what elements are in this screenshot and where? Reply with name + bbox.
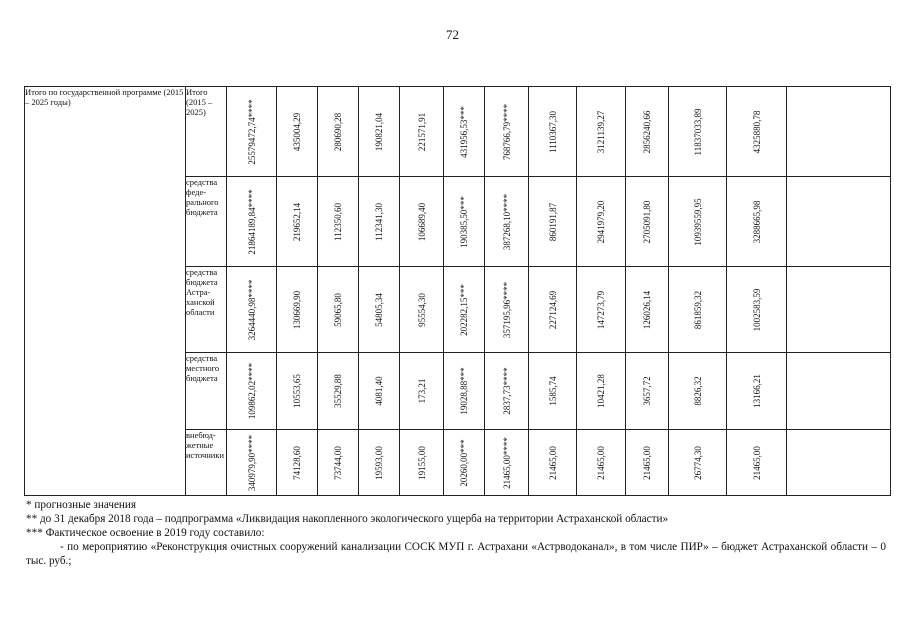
value-text: 190821,04 — [374, 112, 384, 151]
footnote-actual-2019: *** Фактическое освоение в 2019 году составило: — [26, 527, 265, 539]
value-text: 74128,60 — [292, 445, 302, 480]
value-text: 147273,79 — [596, 290, 606, 329]
value-cell — [669, 87, 727, 177]
value-text: 3288665,98 — [751, 200, 762, 243]
value-text: 21465,00 — [642, 445, 652, 480]
value-cell — [626, 177, 669, 267]
value-cell — [277, 430, 318, 496]
value-cell — [577, 353, 626, 430]
value-text: 3264440,98**** — [246, 279, 257, 340]
value-cell — [227, 430, 277, 496]
value-text: 3121139,27 — [596, 110, 606, 153]
value-cell — [485, 430, 529, 496]
value-cell — [400, 177, 444, 267]
value-cell — [485, 267, 529, 353]
value-cell — [577, 177, 626, 267]
value-text: 2941979,20 — [596, 200, 606, 243]
value-text: 19155,00 — [416, 445, 427, 480]
value-cell — [626, 87, 669, 177]
table-row — [25, 87, 891, 177]
value-cell — [444, 267, 485, 353]
value-cell — [359, 177, 400, 267]
value-cell — [400, 87, 444, 177]
value-cell — [727, 430, 787, 496]
value-text: 431956,53*** — [459, 105, 469, 158]
value-text: 130669,90 — [292, 290, 302, 329]
value-cell — [727, 353, 787, 430]
page-number: 72 — [446, 27, 459, 42]
value-cell — [669, 267, 727, 353]
budget-table — [24, 86, 891, 496]
value-cell — [787, 267, 891, 353]
funding-source-cell: средства феде-рального бюджета — [186, 177, 227, 267]
value-text: 10421,28 — [596, 374, 606, 408]
funding-source-cell: внебюд-жетные источники — [186, 430, 227, 496]
value-text: 1002583,59 — [751, 288, 762, 331]
value-text: 1585,74 — [547, 376, 558, 406]
footnote-forecast: * прогнозные значения — [26, 499, 137, 511]
value-text: 21465,00 — [751, 445, 762, 480]
value-text: 109862,02**** — [246, 362, 257, 420]
value-text: 21465,00**** — [501, 436, 512, 489]
value-text: 221571,91 — [416, 112, 427, 151]
value-cell — [444, 353, 485, 430]
value-cell — [318, 177, 359, 267]
value-text: 2837,73**** — [501, 367, 512, 415]
value-text: 21864189,84**** — [246, 188, 257, 255]
value-cell — [318, 353, 359, 430]
value-text: 25579472,74**** — [246, 98, 257, 165]
value-text: 387268,10**** — [501, 193, 512, 250]
value-cell — [727, 267, 787, 353]
value-text: 54805,34 — [374, 292, 384, 327]
value-text: 20260,00*** — [459, 438, 469, 487]
value-cell — [787, 87, 891, 177]
value-cell — [787, 177, 891, 267]
value-text: 190385,50*** — [459, 195, 469, 248]
value-text: 10939559,95 — [692, 197, 703, 246]
value-text: 112341,30 — [374, 202, 384, 241]
value-cell — [669, 353, 727, 430]
value-cell — [577, 87, 626, 177]
value-cell — [787, 430, 891, 496]
value-cell — [359, 430, 400, 496]
value-cell — [529, 430, 577, 496]
funding-source-cell: средства бюджета Астра-ханской области — [186, 267, 227, 353]
value-cell — [529, 177, 577, 267]
value-cell — [400, 430, 444, 496]
footnotes — [26, 498, 886, 568]
value-cell — [277, 177, 318, 267]
value-text: 126026,14 — [642, 290, 652, 329]
value-text: 280690,28 — [333, 112, 343, 151]
value-cell — [277, 267, 318, 353]
value-text: 21465,00 — [596, 445, 606, 480]
value-cell — [727, 177, 787, 267]
value-cell — [787, 353, 891, 430]
value-text: 340979,90**** — [246, 434, 257, 491]
value-text: 13166,21 — [751, 374, 762, 408]
value-text: 4081,40 — [374, 376, 384, 406]
value-text: 227124,69 — [547, 290, 558, 329]
value-cell — [227, 87, 277, 177]
value-cell — [577, 430, 626, 496]
value-cell — [626, 430, 669, 496]
value-cell — [626, 353, 669, 430]
value-cell — [577, 267, 626, 353]
value-text: 861859,32 — [692, 290, 703, 329]
value-cell — [400, 267, 444, 353]
value-cell — [227, 353, 277, 430]
value-cell — [529, 353, 577, 430]
value-text: 1110367,30 — [547, 110, 558, 153]
value-text: 2856240,66 — [642, 110, 652, 153]
value-text: 4325880,78 — [751, 110, 762, 153]
footnote-measure: - по мероприятию «Реконструкция очистных сооружений канализации СОСК МУП г. Астрахани «Астрводоканал», в том числе ПИР» – бюджет Астраханской области – 0 тыс. руб.; — [26, 541, 886, 567]
value-cell — [669, 430, 727, 496]
value-cell — [485, 177, 529, 267]
footnote-subprogram: ** до 31 декабря 2018 года – подпрограмма «Ликвидация накопленного экологического ущерба на территории Астраханской области» — [26, 513, 669, 525]
value-cell — [626, 267, 669, 353]
value-cell — [669, 177, 727, 267]
value-cell — [318, 87, 359, 177]
value-cell — [277, 353, 318, 430]
value-text: 21465,00 — [547, 445, 558, 480]
value-text: 8826,32 — [692, 376, 703, 406]
program-name-cell: Итого по государственной программе (2015 – 2025 годы) — [25, 87, 186, 496]
value-cell — [444, 177, 485, 267]
value-text: 219652,14 — [292, 202, 302, 241]
value-text: 3657,72 — [642, 376, 652, 406]
value-text: 73744,00 — [333, 445, 343, 480]
value-cell — [318, 430, 359, 496]
value-cell — [400, 353, 444, 430]
value-cell — [529, 267, 577, 353]
value-text: 2705091,80 — [642, 200, 652, 243]
value-cell — [727, 87, 787, 177]
value-text: 19028,88*** — [459, 367, 469, 415]
value-cell — [359, 353, 400, 430]
value-text: 106689,40 — [416, 202, 427, 241]
value-cell — [485, 87, 529, 177]
value-cell — [485, 353, 529, 430]
value-cell — [277, 87, 318, 177]
value-text: 35529,88 — [333, 374, 343, 408]
value-cell — [529, 87, 577, 177]
value-cell — [359, 87, 400, 177]
value-text: 435004,29 — [292, 112, 302, 151]
value-cell — [444, 430, 485, 496]
value-text: 11837033,89 — [692, 108, 703, 155]
value-cell — [444, 87, 485, 177]
value-text: 19593,00 — [374, 445, 384, 480]
value-text: 202282,15*** — [459, 283, 469, 336]
funding-source-cell: средства местного бюджета — [186, 353, 227, 430]
funding-source-cell: Итого (2015 – 2025) — [186, 87, 227, 177]
value-text: 173,21 — [416, 378, 427, 404]
value-text: 112350,60 — [333, 202, 343, 241]
value-text: 860191,87 — [547, 202, 558, 241]
value-cell — [318, 267, 359, 353]
value-text: 10553,65 — [292, 374, 302, 408]
value-cell — [227, 177, 277, 267]
value-text: 26774,30 — [692, 445, 703, 480]
value-text: 357195,96**** — [501, 281, 512, 338]
value-cell — [227, 267, 277, 353]
value-cell — [359, 267, 400, 353]
value-text: 768766,79**** — [501, 103, 512, 160]
value-text: 95554,30 — [416, 292, 427, 327]
value-text: 59065,80 — [333, 292, 343, 327]
